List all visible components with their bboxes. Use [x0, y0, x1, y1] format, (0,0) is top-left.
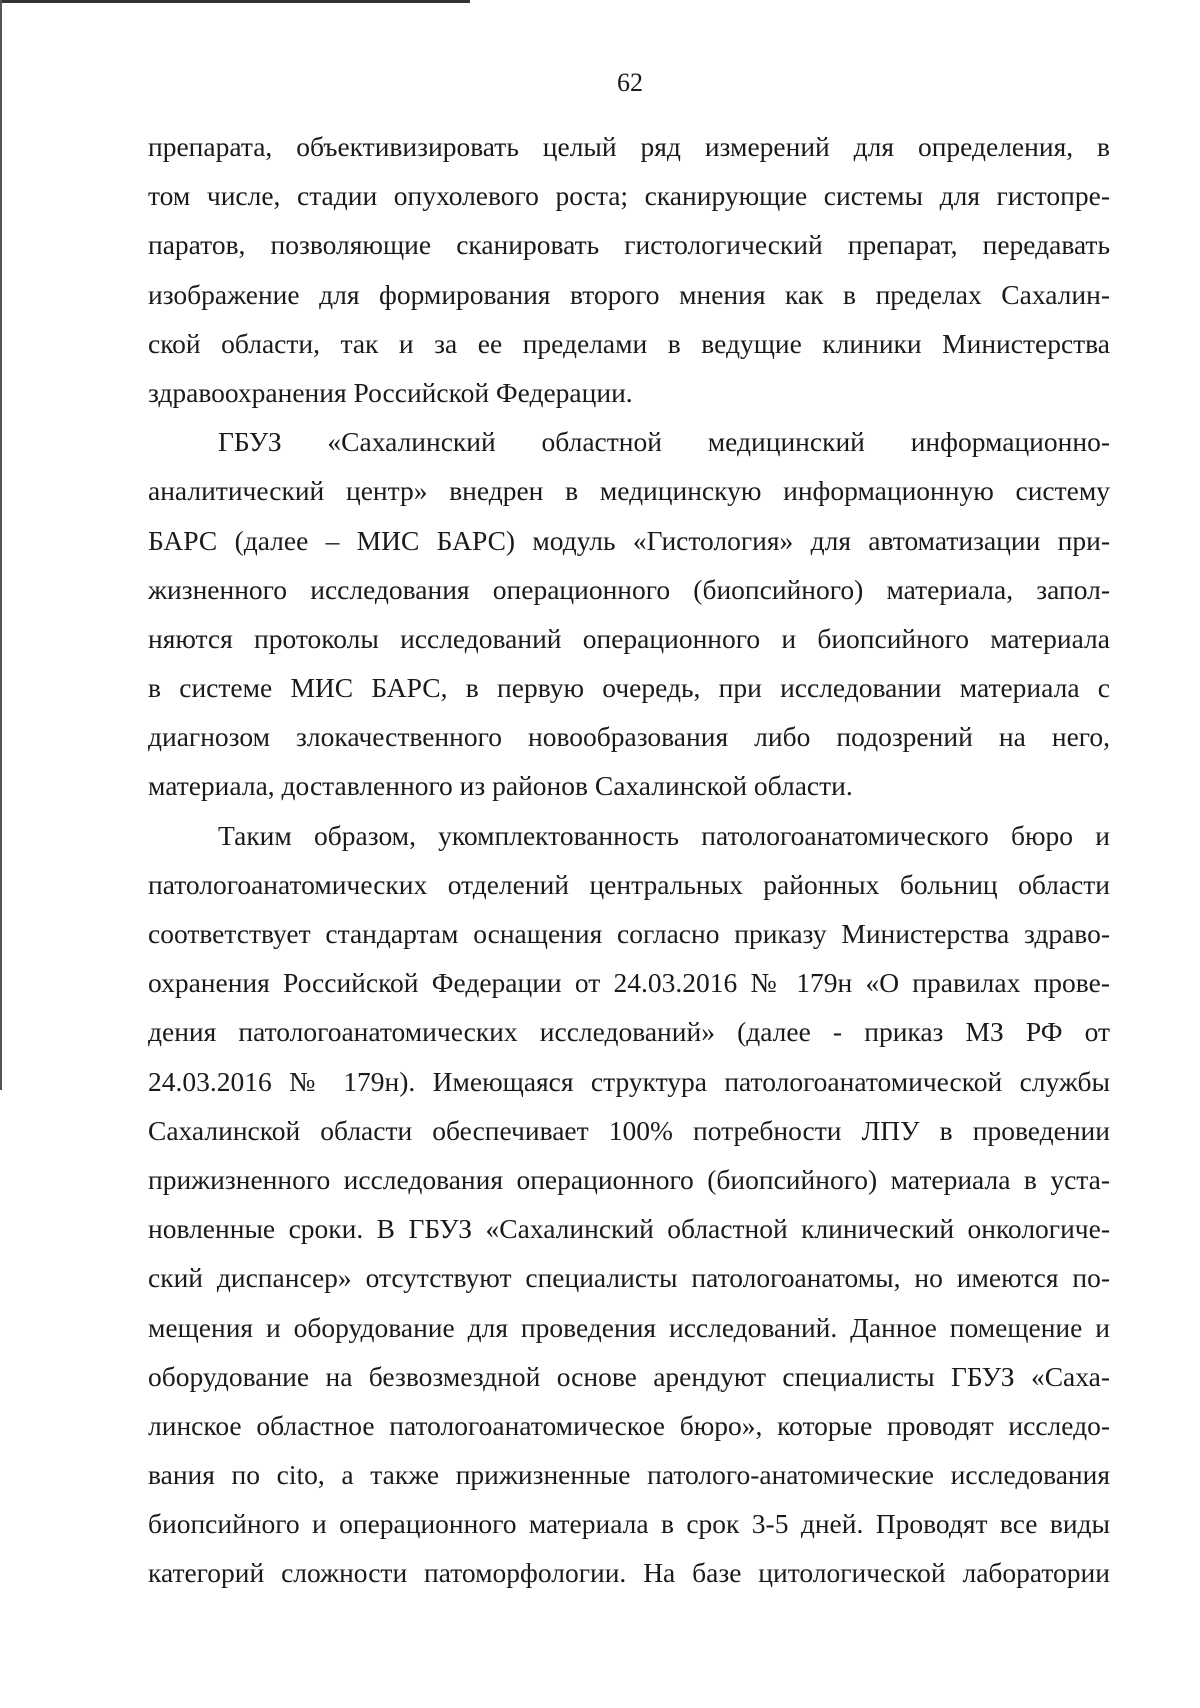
text-line: материала, доставленного из районов Сахалинской области. — [148, 770, 853, 802]
text-line: жизненного исследования операционного (биопсийного) материала, запол- — [148, 573, 1110, 605]
text-line: патологоанатомических отделений центральных районных больниц области — [148, 868, 1110, 900]
text-line: здравоохранения Российской Федерации. — [148, 376, 633, 408]
text-line: ГБУЗ «Сахалинский областной медицинский информационно- — [218, 426, 1110, 458]
text-line: дения патологоанатомических исследований» (далее - приказ МЗ РФ от — [148, 1016, 1110, 1048]
text-line: мещения и оборудование для проведения исследований. Данное помещение и — [148, 1311, 1110, 1343]
text-line: 24.03.2016 № 179н). Имеющаяся структура патологоанатомической службы — [148, 1065, 1110, 1097]
text-line: категорий сложности патоморфологии. На базе цитологической лаборатории — [148, 1557, 1110, 1589]
text-line: БАРС (далее – МИС БАРС) модуль «Гистология» для автоматизации при- — [148, 524, 1110, 556]
text-line: ской области, так и за ее пределами в ведущие клиники Министерства — [148, 327, 1110, 359]
text-line: аналитический центр» внедрен в медицинскую информационную систему — [148, 475, 1110, 507]
text-line: няются протоколы исследований операционного и биопсийного материала — [148, 622, 1110, 654]
page-number: 62 — [617, 68, 643, 97]
text-line: биопсийного и операционного материала в срок 3-5 дней. Проводят все виды — [148, 1508, 1110, 1540]
body-text — [148, 122, 1110, 1598]
scan-edge-left — [0, 0, 2, 1090]
text-line: препарата, объективизировать целый ряд измерений для определения, в — [148, 131, 1110, 162]
text-line: ский диспансер» отсутствуют специалисты патологоанатомы, но имеются по- — [148, 1262, 1110, 1294]
scan-edge-top — [0, 0, 470, 3]
text-line: прижизненного исследования операционного (биопсийного) материала в уста- — [148, 1163, 1110, 1195]
text-line: линское областное патологоанатомическое бюро», которые проводят исследо- — [148, 1409, 1110, 1441]
text-line: новленные сроки. В ГБУЗ «Сахалинский областной клинический онкологиче- — [148, 1213, 1110, 1245]
text-line: диагнозом злокачественного новообразования либо подозрений на него, — [148, 721, 1110, 753]
text-line: вания по cito, а также прижизненные патолого-анатомические исследования — [148, 1459, 1110, 1491]
text-line: паратов, позволяющие сканировать гистологический препарат, передавать — [148, 229, 1110, 261]
text-line: охранения Российской Федерации от 24.03.2016 № 179н «О правилах прове- — [148, 967, 1110, 999]
text-line: том числе, стадии опухолевого роста; сканирующие системы для гистопре- — [148, 180, 1110, 212]
text-line: оборудование на безвозмездной основе арендуют специалисты ГБУЗ «Саха- — [148, 1360, 1110, 1392]
text-line: Сахалинской области обеспечивает 100% потребности ЛПУ в проведении — [148, 1114, 1110, 1146]
text-line: изображение для формирования второго мнения как в пределах Сахалин- — [148, 278, 1110, 310]
text-line: Таким образом, укомплектованность патологоанатомического бюро и — [218, 819, 1110, 851]
text-line: соответствует стандартам оснащения согласно приказу Министерства здраво- — [148, 918, 1110, 949]
text-line: в системе МИС БАРС, в первую очередь, при исследовании материала с — [148, 672, 1110, 704]
